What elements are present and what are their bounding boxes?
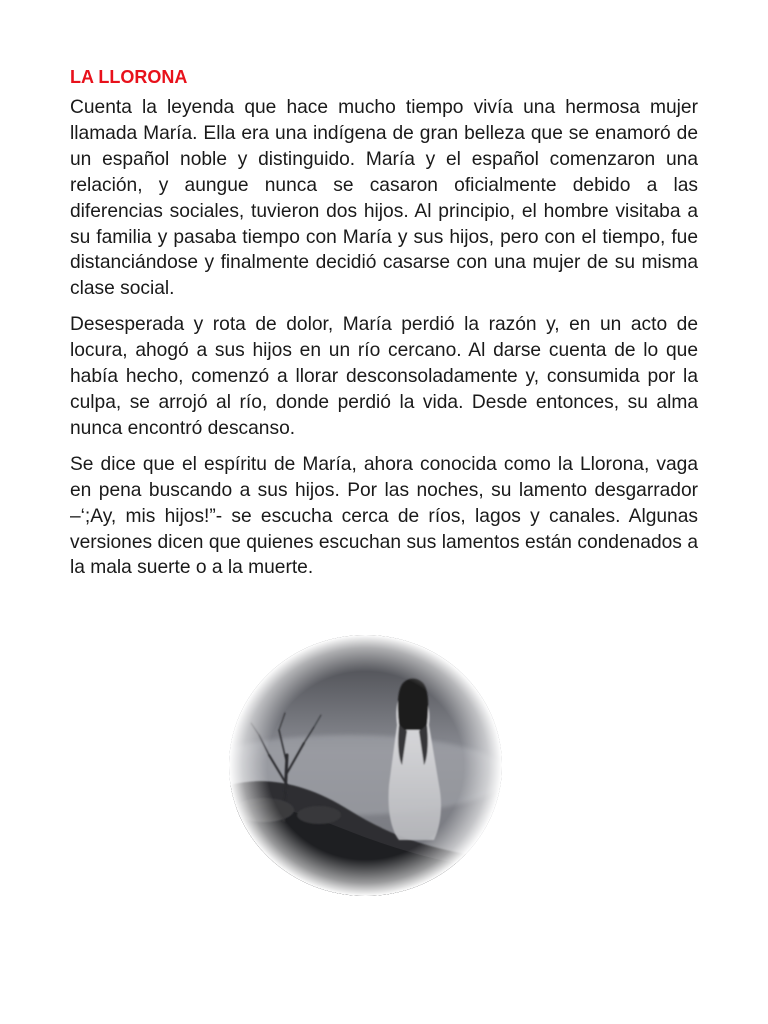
document-title: LA LLORONA [70, 67, 188, 87]
document-page [70, 64, 698, 591]
paragraph-2: Desesperada y rota de dolor, María perdió la razón y, en un acto de locura, ahogó a sus hijos en un río cercano. Al darse cuenta de lo que había hecho, comenzó a llorar desconsoladamente y, consumida por la culpa, se arrojó al río, donde perdió la vida. Desde entonces, su alma nunca encontró descanso. [70, 314, 698, 439]
paragraph-1: Cuenta la leyenda que hace mucho tiempo vivía una hermosa mujer llamada María. Ella era una indígena de gran belleza que se enamoró de un español noble y distinguido. María y el español comenzaron una relación, y aungue nunca se casaron oficialmente debido a las diferencias sociales, tuvieron dos hijos. Al principio, el hombre visitaba a su familia y pasaba tiempo con María y sus hijos, pero con el tiempo, fue distanciándose y finalmente decidió casarse con una mujer de su misma clase social. [70, 97, 698, 300]
llorona-illustration [229, 635, 502, 896]
paragraph-3: Se dice que el espíritu de María, ahora conocida como la Llorona, vaga en pena buscando a sus hijos. Por las noches, su lamento desgarrador –‘;Ay, mis hijos!”- se escucha cerca de ríos, lagos y canales. Algunas versiones dicen que quienes escuchan sus lamentos están condenados a la mala suerte o a la muerte. [70, 453, 698, 579]
